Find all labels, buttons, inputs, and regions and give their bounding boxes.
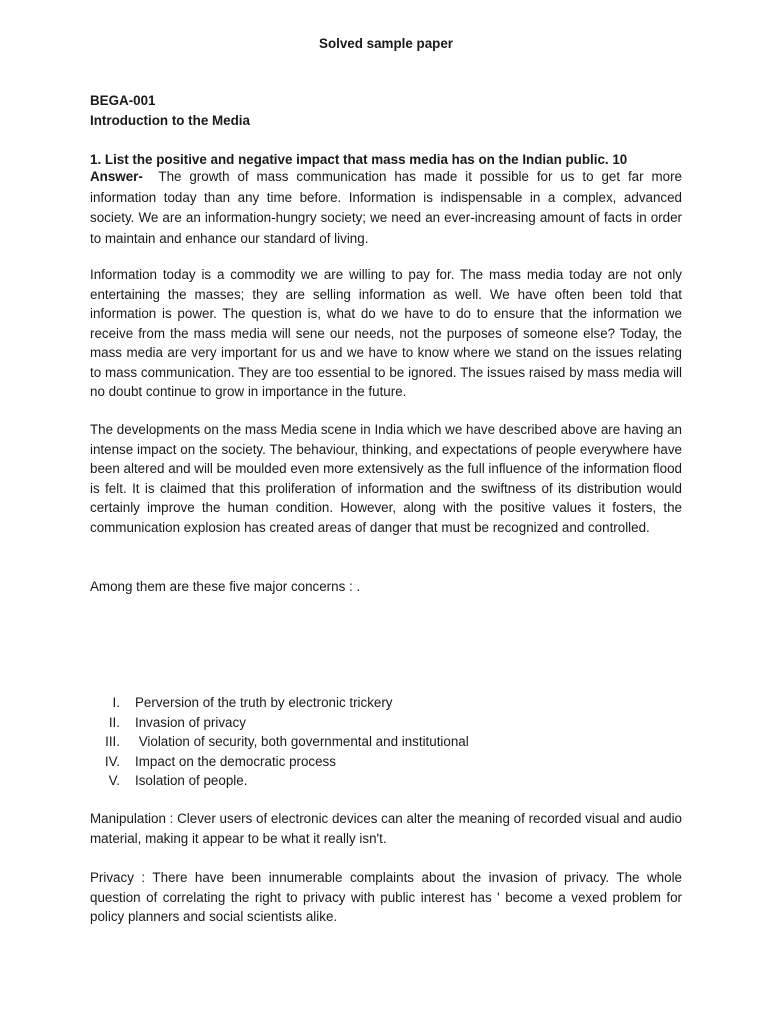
- list-item-text: Isolation of people.: [135, 773, 248, 788]
- document-title: Solved sample paper: [319, 36, 453, 51]
- list-item-number: IV.: [104, 753, 120, 769]
- list-item-number: I.: [112, 695, 120, 710]
- list-item-number: III.: [105, 734, 120, 749]
- paragraph: The developments on the mass Media scene in India which we have described above are having an intense impact on the society. The behaviour, thinking, and expectations of people everywhere have been altered and will be moulded even more extensively as the full influence of the information flood is felt. It is claimed that this proliferation of information and the swiftness of its distribution would certainly improve the human condition. However, along with the positive values it fosters, the communication explosion has created areas of danger that must be recognized and controlled.: [90, 422, 682, 535]
- paragraph-manipulation: Manipulation : Clever users of electronic devices can alter the meaning of recorded visual and audio material, making it appear to be what it really isn't.: [90, 811, 682, 846]
- list-item-number: II.: [108, 714, 120, 730]
- list-item: [90, 732, 650, 752]
- list-item-text: Violation of security, both governmental and institutional: [135, 734, 469, 749]
- concerns-list: [90, 693, 650, 791]
- list-item: [90, 752, 650, 772]
- list-item: [90, 771, 650, 791]
- course-code: BEGA-001: [90, 93, 156, 108]
- paragraph-privacy: Privacy : There have been innumerable complaints about the invasion of privacy. The whole question of correlating the right to privacy with public interest has ' become a vexed problem for policy planners and social scientists alike.: [90, 870, 682, 924]
- answer-paragraph: [90, 167, 682, 249]
- paragraph: Information today is a commodity we are willing to pay for. The mass media today are not only entertaining the masses; they are selling information as well. We have often been told that information is power. The question is, what do we have to do to ensure that the information we receive from the mass media will sene our needs, not the purposes of someone else? Today, the mass media are very important for us and we have to know where we stand on the issues relating to mass communication. They are too essential to be ignored. The issues raised by mass media will no doubt continue to grow in importance in the future.: [90, 267, 682, 399]
- question-heading: 1. List the positive and negative impact that mass media has on the Indian public. 10: [90, 152, 628, 167]
- answer-text: The growth of mass communication has made it possible for us to get far more information today than any time before. Information is indispensable in a complex, advanced society. We are an information-hungry society; we need an ever-increasing amount of facts in order to maintain and enhance our standard of living.: [90, 169, 682, 246]
- course-name: Introduction to the Media: [90, 113, 250, 128]
- list-item-text: Perversion of the truth by electronic trickery: [135, 695, 393, 710]
- list-item-number: V.: [108, 773, 120, 788]
- list-item: [90, 693, 650, 713]
- paragraph: Among them are these five major concerns : .: [90, 579, 361, 594]
- list-item-text: Impact on the democratic process: [135, 753, 336, 769]
- answer-label: Answer-: [90, 169, 143, 184]
- list-item-text: Invasion of privacy: [135, 714, 246, 730]
- list-item: [90, 713, 650, 733]
